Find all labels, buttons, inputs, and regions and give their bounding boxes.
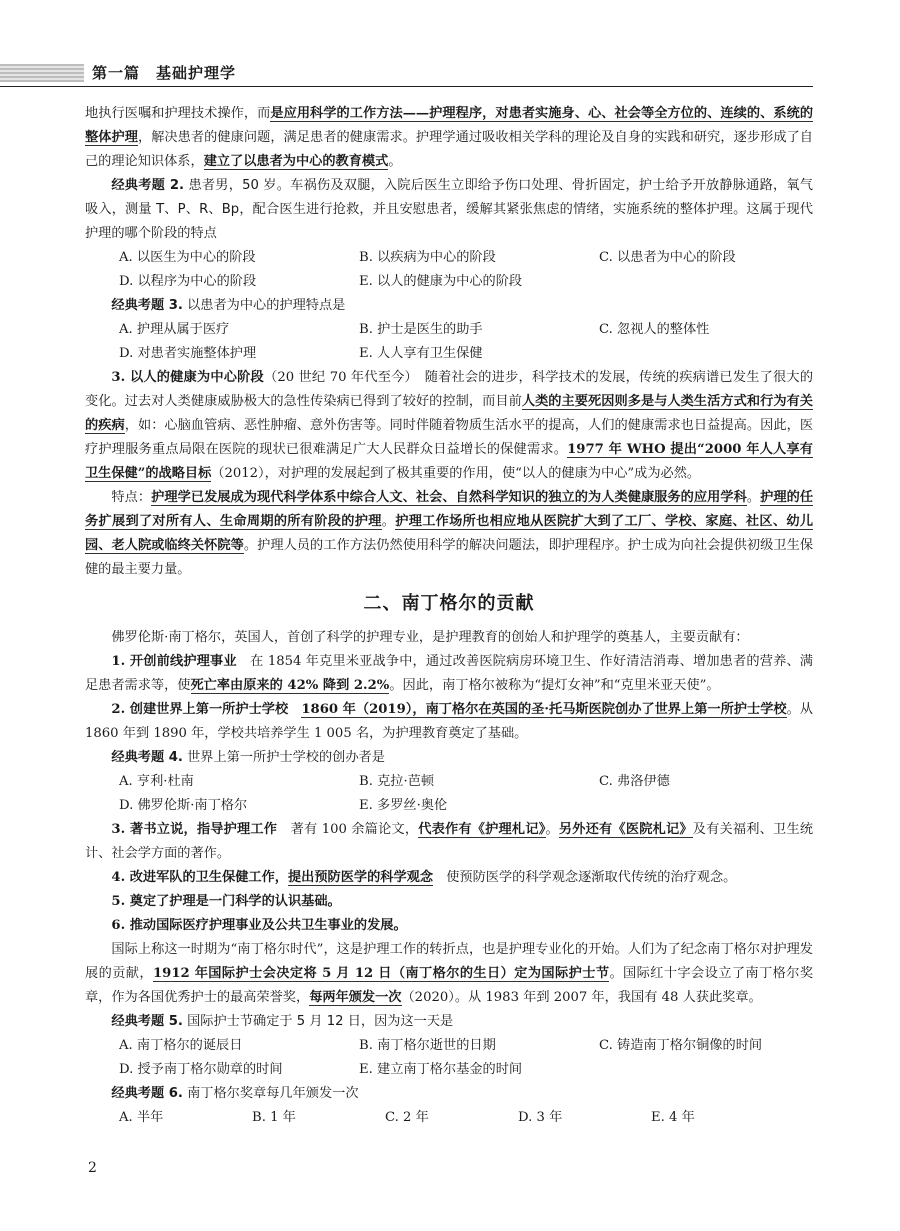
features-paragraph — [85, 486, 813, 582]
stage-3-paragraph — [85, 366, 813, 486]
option: D. 3 年 — [518, 1110, 563, 1125]
contribution-title: 2. 创建世界上第一所护士学校 — [111, 702, 289, 717]
contribution-4 — [85, 866, 813, 890]
contribution-title: 4. 改进军队的卫生保健工作， — [111, 870, 288, 885]
question-options — [85, 1106, 813, 1130]
option: D. 授予南丁格尔勋章的时间 — [119, 1062, 283, 1077]
text: 。 — [381, 514, 396, 529]
option: A. 以医生为中心的阶段 — [119, 250, 256, 265]
text: 。 — [746, 490, 761, 505]
page-body — [85, 102, 813, 1130]
option: A. 护理从属于医疗 — [119, 322, 230, 337]
text: 国际上称这一时期为“南丁格尔时代”，这是护理工作的转折点，也是护理专业化的开始。人们为了纪念南丁格尔对护理发展的贡献， — [85, 942, 813, 981]
question-label: 经典考题 4. — [111, 750, 183, 765]
text: （2012），对护理的发展起到了极其重要的作用，使“以人的健康为中心”成为必然。 — [211, 466, 701, 481]
text: 特点： — [111, 490, 152, 505]
key-point: 护理工作场所也相应地从医院扩大到了工厂、学校、家庭、社区、幼儿园、老人院或临终关怀院等 — [85, 514, 814, 553]
question-options — [85, 270, 813, 294]
text: 。护理人员的工作方法仍然使用科学的解决问题法，即护理程序。护士成为向社会提供初级卫生保健的最主要力量。 — [85, 538, 814, 577]
key-point: 提出预防医学的科学观念 — [288, 870, 434, 885]
question-label: 经典考题 2. — [111, 178, 185, 193]
question-options — [85, 1034, 813, 1058]
option: D. 对患者实施整体护理 — [119, 346, 257, 361]
text: 。 — [388, 154, 402, 169]
question-options — [85, 246, 813, 270]
key-point: 是应用科学的工作方法——护理程序，对患者实施身、心、社会等全方位的、连续的、系统的整体护理 — [85, 106, 814, 145]
option: B. 南丁格尔逝世的日期 — [359, 1038, 496, 1053]
text: （2020）。从 1983 年到 2007 年，我国有 48 人获此奖章。 — [401, 990, 762, 1005]
exam-question-3 — [85, 294, 813, 318]
option: A. 南丁格尔的诞辰日 — [119, 1038, 243, 1053]
question-text: 患者男，50 岁。车祸伤及双腿，入院后医生立即给予伤口处理、骨折固定，护士给予开放静脉通路，氧气吸入，测量 T、P、R、Bp，配合医生进行抢救，并且安慰患者，缓解其紧张焦虑的情绪，实施系统的整体护理。这属于现代护理的哪个阶段的特点 — [85, 178, 813, 241]
text: 及有关福利、卫生统计、社会学方面的著作。 — [85, 822, 814, 861]
option: A. 亨利·杜南 — [119, 774, 194, 789]
option: D. 以程序为中心的阶段 — [119, 274, 257, 289]
question-options — [85, 794, 813, 818]
question-options — [85, 1058, 813, 1082]
text: ，如：心脑血管病、恶性肿瘤、意外伤害等。同时伴随着物质生活水平的提高，人们的健康需求也日益提高。因此，医疗护理服务重点局限在医院的现状已很难满足广大人民群众日益增长的保健需求。 — [85, 418, 814, 457]
chapter-title: 第一篇 基础护理学 — [92, 64, 237, 82]
key-point: 建立了以患者为中心的教育模式 — [203, 154, 389, 169]
option: B. 克拉·芭顿 — [359, 774, 435, 789]
option: C. 以患者为中心的阶段 — [599, 250, 736, 265]
exam-question-4 — [85, 746, 813, 770]
key-point: 1860 年（2019），南丁格尔在英国的圣·托马斯医院创办了世界上第一所护士学校 — [301, 702, 787, 717]
exam-question-6 — [85, 1082, 813, 1106]
option: C. 弗洛伊德 — [599, 774, 670, 789]
contribution-3 — [85, 818, 813, 866]
key-point: 每两年颁发一次 — [309, 990, 402, 1005]
question-options — [85, 318, 813, 342]
contribution-5: 5. 奠定了护理是一门科学的认识基础。 — [111, 894, 341, 909]
text: 在 1854 年克里米亚战争中，通过改善医院病房环境卫生、作好清洁消毒、增加患者的营养、满足患者需求等，使 — [85, 654, 813, 693]
page-number: 2 — [88, 1160, 97, 1176]
question-label: 经典考题 3. — [111, 298, 183, 313]
exam-question-2 — [85, 174, 813, 246]
text: 。因此，南丁格尔被称为“提灯女神”和“克里米亚天使”。 — [389, 678, 720, 693]
option: C. 忽视人的整体性 — [599, 322, 710, 337]
question-label: 经典考题 5. — [111, 1014, 183, 1029]
contribution-1 — [85, 650, 813, 698]
key-point: 护理学已发展成为现代科学体系中综合人文、社会、自然科学知识的独立的为人类健康服务的应用学科 — [151, 490, 747, 505]
stage-title: 3. 以人的健康为中心阶段 — [111, 370, 264, 385]
option: B. 1 年 — [252, 1110, 296, 1125]
key-point: 代表作有《护理札记》 — [418, 822, 546, 837]
question-text: 南丁格尔奖章每几年颁发一次 — [182, 1086, 359, 1101]
era-paragraph — [85, 938, 813, 1010]
option: B. 护士是医生的助手 — [359, 322, 483, 337]
text: 。从 1860 年到 1890 年，学校共培养学生 1 005 名，为护理教育奠定了基础。 — [85, 702, 813, 741]
text — [288, 702, 301, 717]
option: C. 2 年 — [385, 1110, 429, 1125]
question-options — [85, 770, 813, 794]
contribution-2 — [85, 698, 813, 746]
question-text: 以患者为中心的护理特点是 — [182, 298, 346, 313]
running-header — [0, 62, 900, 88]
text: 。国际红十字会设立了南丁格尔奖章，作为各国优秀护士的最高荣誉奖， — [85, 966, 814, 1005]
question-label: 经典考题 6. — [111, 1086, 183, 1101]
key-point: 人类的主要死因则多是与人类生活方式和行为有关的疾病 — [85, 394, 813, 433]
key-point: 另外还有《医院札记》 — [558, 822, 693, 837]
header-rule — [0, 86, 813, 87]
section-heading: 二、南丁格尔的贡献 — [363, 593, 535, 614]
intro-paragraph: 佛罗伦斯·南丁格尔，英国人，首创了科学的护理专业，是护理教育的创始人和护理学的奠基人，主要贡献有： — [111, 630, 749, 645]
contribution-title: 3. 著书立说，指导护理工作 — [111, 822, 278, 837]
key-point: 护理的任务扩展到了对所有人、生命周期的所有阶段的护理 — [85, 490, 814, 529]
option: B. 以疾病为中心的阶段 — [359, 250, 496, 265]
contribution-title: 1. 开创前线护理事业 — [111, 654, 237, 669]
contribution-6: 6. 推动国际医疗护理事业及公共卫生事业的发展。 — [111, 918, 407, 933]
header-decor-band — [0, 64, 84, 82]
option: E. 4 年 — [651, 1110, 695, 1125]
paragraph-continued — [85, 102, 813, 174]
text: 随着社会的进步，科学技术的发展，传统的疾病谱已发生了很大的变化。过去对人类健康威胁极大的急性传染病已得到了较好的控制，而目前 — [85, 370, 814, 409]
key-point: 死亡率由原来的 42% 降到 2.2% — [190, 678, 390, 693]
text: 。 — [545, 822, 559, 837]
question-text: 国际护士节确定于 5 月 12 日，因为这一天是 — [182, 1014, 454, 1029]
key-point: 1977 年 WHO 提出“2000 年人人享有卫生保健”的战略目标 — [85, 442, 813, 481]
option: A. 半年 — [119, 1110, 164, 1125]
option: E. 人人享有卫生保健 — [359, 346, 483, 361]
option: E. 建立南丁格尔基金的时间 — [359, 1062, 523, 1077]
text: 使预防医学的科学观念逐渐取代传统的治疗观念。 — [433, 870, 737, 885]
option: D. 佛罗伦斯·南丁格尔 — [119, 798, 248, 813]
text: 著有 100 余篇论文， — [277, 822, 419, 837]
question-text: 世界上第一所护士学校的创办者是 — [182, 750, 385, 765]
text: ，解决患者的健康问题，满足患者的健康需求。护理学通过吸收相关学科的理论及自身的实践和研究，逐步形成了自己的理论知识体系， — [85, 130, 813, 169]
option: E. 多罗丝·奥伦 — [359, 798, 448, 813]
stage-period: （20 世纪 70 年代至今） — [263, 370, 412, 385]
option: E. 以人的健康为中心的阶段 — [359, 274, 523, 289]
option: C. 铸造南丁格尔铜像的时间 — [599, 1038, 763, 1053]
question-options — [85, 342, 813, 366]
exam-question-5 — [85, 1010, 813, 1034]
key-point: 1912 年国际护士会决定将 5 月 12 日（南丁格尔的生日）定为国际护士节 — [153, 966, 610, 981]
text: 地执行医嘱和护理技术操作，而 — [85, 106, 271, 121]
